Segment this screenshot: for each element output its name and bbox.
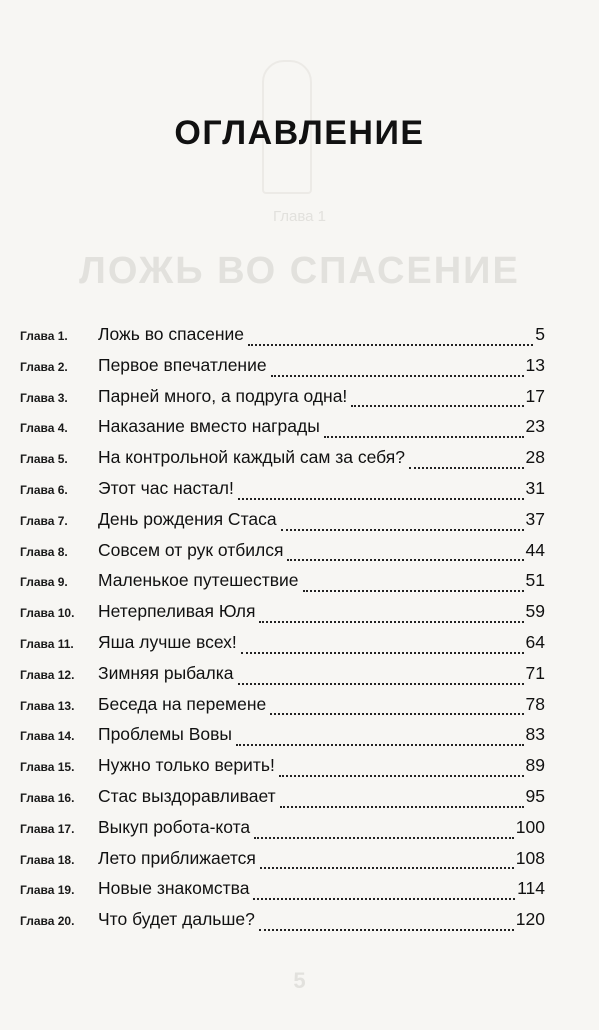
toc-entry — [20, 632, 545, 663]
dot-leader — [270, 713, 523, 715]
table-of-contents — [20, 324, 545, 940]
toc-entry — [20, 355, 545, 386]
chapter-number: Глава 2. — [20, 359, 68, 374]
page-number: 89 — [525, 755, 545, 776]
toc-entry — [20, 724, 545, 755]
chapter-title: Наказание вместо награды — [98, 416, 320, 437]
dot-leader — [259, 621, 523, 623]
chapter-number: Глава 3. — [20, 390, 68, 405]
toc-entry — [20, 601, 545, 632]
chapter-title: Парней много, а подруга одна! — [98, 385, 348, 406]
chapter-number: Глава 8. — [20, 544, 68, 559]
page-number: 120 — [515, 909, 545, 930]
dot-leader — [271, 375, 524, 377]
page-title: ОГЛАВЛЕНИЕ — [174, 114, 425, 152]
toc-entry — [20, 755, 545, 786]
page-number: 59 — [525, 601, 545, 622]
dot-leader — [279, 775, 524, 777]
chapter-number: Глава 12. — [20, 667, 75, 682]
page-number: 17 — [525, 385, 545, 406]
chapter-number: Глава 7. — [20, 513, 68, 528]
dot-leader — [236, 744, 524, 746]
show-through-title: ЛОЖЬ ВО СПАСЕНИЕ — [79, 250, 520, 292]
page-number: 83 — [525, 724, 545, 745]
toc-entry — [20, 817, 545, 848]
dot-leader — [351, 405, 523, 407]
toc-entry — [20, 848, 545, 879]
chapter-title: Первое впечатление — [98, 354, 267, 375]
chapter-title: Выкуп робота-кота — [98, 816, 251, 837]
dot-leader — [253, 898, 515, 900]
dot-leader — [238, 498, 524, 500]
chapter-number: Глава 5. — [20, 452, 68, 467]
chapter-title: Совсем от рук отбился — [98, 539, 284, 560]
page-number: 44 — [525, 539, 545, 560]
dot-leader — [409, 467, 524, 469]
toc-entry — [20, 509, 545, 540]
chapter-title: Проблемы Вовы — [98, 724, 232, 745]
dot-leader — [241, 652, 524, 654]
toc-entry — [20, 478, 545, 509]
chapter-title: Нетерпеливая Юля — [98, 601, 256, 622]
page-number: 31 — [525, 477, 545, 498]
page-number: 108 — [515, 847, 545, 868]
page-number: 71 — [525, 662, 545, 683]
toc-entry — [20, 447, 545, 478]
chapter-number: Глава 18. — [20, 852, 75, 867]
toc-entry — [20, 416, 545, 447]
toc-entry — [20, 386, 545, 417]
page-number: 28 — [525, 447, 545, 468]
page-number: 13 — [525, 354, 545, 375]
chapter-title: Что будет дальше? — [98, 909, 255, 930]
chapter-number: Глава 10. — [20, 606, 75, 621]
page-number: 23 — [525, 416, 545, 437]
toc-entry — [20, 540, 545, 571]
toc-entry — [20, 786, 545, 817]
chapter-title: Маленькое путешествие — [98, 570, 299, 591]
dot-leader — [260, 867, 514, 869]
dot-leader — [281, 529, 524, 531]
page-number: 100 — [515, 816, 545, 837]
dot-leader — [238, 683, 524, 685]
chapter-title: Этот час настал! — [98, 477, 234, 498]
toc-entry — [20, 694, 545, 725]
dot-leader — [254, 837, 514, 839]
dot-leader — [248, 344, 533, 346]
page-number: 37 — [525, 508, 545, 529]
chapter-title: Стас выздоравливает — [98, 785, 276, 806]
chapter-title: Новые знакомства — [98, 878, 250, 899]
page-number: 64 — [525, 631, 545, 652]
chapter-number: Глава 9. — [20, 575, 68, 590]
page-number: 95 — [525, 785, 545, 806]
show-through-page-number: 5 — [293, 968, 306, 993]
page-number: 51 — [525, 570, 545, 591]
dot-leader — [303, 590, 524, 592]
chapter-number: Глава 20. — [20, 914, 75, 929]
chapter-title: Ложь во спасение — [98, 324, 245, 344]
chapter-number: Глава 13. — [20, 698, 75, 713]
chapter-title: Лето приближается — [98, 847, 256, 868]
chapter-number: Глава 16. — [20, 790, 75, 805]
chapter-number: Глава 4. — [20, 421, 68, 436]
dot-leader — [259, 929, 514, 931]
chapter-title: Яша лучше всех! — [98, 631, 237, 652]
dot-leader — [287, 559, 523, 561]
toc-entry — [20, 909, 545, 940]
chapter-title: Зимняя рыбалка — [98, 662, 234, 683]
toc-entry — [20, 663, 545, 694]
show-through-chapter: Глава 1 — [272, 208, 327, 225]
chapter-number: Глава 1. — [20, 329, 68, 343]
chapter-title: День рождения Стаса — [98, 508, 277, 529]
chapter-number: Глава 17. — [20, 821, 75, 836]
toc-entry — [20, 324, 545, 355]
dot-leader — [280, 806, 524, 808]
chapter-number: Глава 6. — [20, 482, 68, 497]
toc-entry — [20, 878, 545, 909]
chapter-number: Глава 19. — [20, 883, 75, 898]
chapter-title: Беседа на перемене — [98, 693, 267, 714]
page-number: 5 — [535, 324, 545, 344]
chapter-number: Глава 14. — [20, 729, 75, 744]
page-number: 114 — [517, 878, 545, 899]
dot-leader — [324, 436, 524, 438]
toc-entry — [20, 570, 545, 601]
chapter-number: Глава 15. — [20, 760, 75, 775]
page-number: 78 — [525, 693, 545, 714]
chapter-number: Глава 11. — [20, 636, 74, 651]
chapter-title: На контрольной каждый сам за себя? — [98, 447, 405, 468]
chapter-title: Нужно только верить! — [98, 755, 275, 776]
